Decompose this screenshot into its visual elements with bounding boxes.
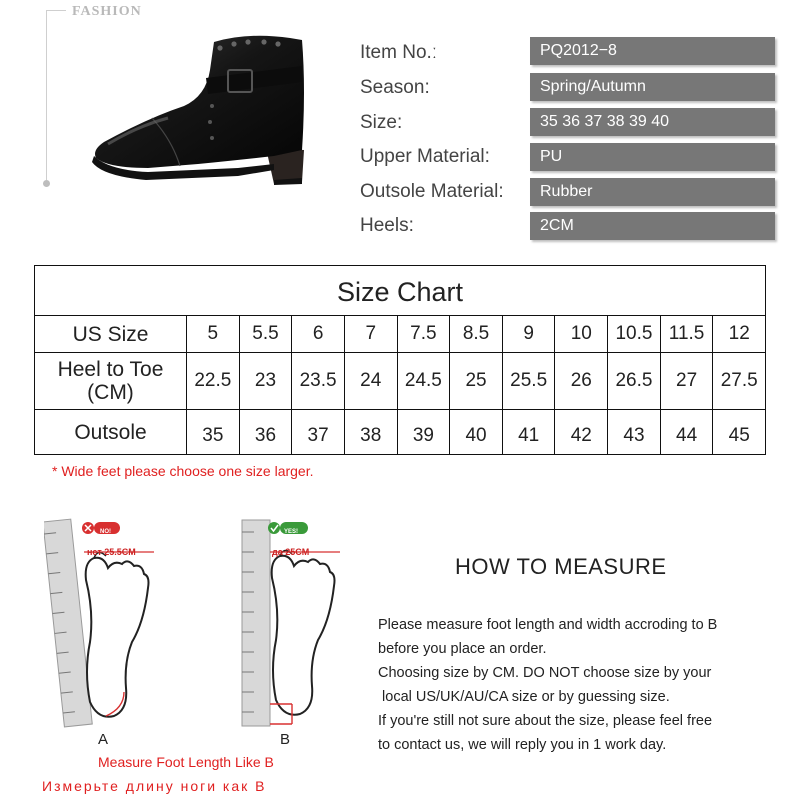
table-cell: 24.5 <box>398 353 451 409</box>
spec-label-season: Season: <box>360 77 430 98</box>
table-cell: 22.5 <box>187 353 240 409</box>
measure-caption: Measure Foot Length Like B <box>98 754 274 770</box>
how-to-line-3: Choosing size by CM. DO NOT choose size by your <box>378 665 712 681</box>
table-cell: 36 <box>240 410 293 455</box>
table-cell: 40 <box>450 410 503 455</box>
spec-value-season: Spring/Autumn <box>530 73 775 101</box>
spec-value-heels: 2CM <box>530 212 775 240</box>
how-to-line-2: before you place an order. <box>378 641 547 657</box>
figure-label-a: A <box>98 731 109 748</box>
table-cell: 44 <box>661 410 714 455</box>
wide-feet-note: * Wide feet please choose one size larger. <box>52 463 314 479</box>
how-to-line-4: local US/UK/AU/CA size or by guessing size. <box>378 689 670 705</box>
size-chart-title: Size Chart <box>35 266 765 316</box>
table-cell: 39 <box>398 410 451 455</box>
table-cell: 45 <box>728 425 750 446</box>
how-to-line-5: If you're still not sure about the size, please feel free <box>378 713 713 729</box>
table-cell: 35 <box>187 410 240 455</box>
table-cell: 11.5 <box>661 316 714 352</box>
ruler-label-a: нет 25.5CM <box>87 547 136 557</box>
table-cell: 42 <box>555 410 608 455</box>
brand-frame-dot <box>43 180 50 187</box>
spec-value-upper-material: PU <box>530 143 775 171</box>
table-cell: 41 <box>503 410 556 455</box>
table-cell: 24 <box>345 353 398 409</box>
row-cells-us-size <box>187 316 765 352</box>
spec-label-item-no: Item No.ː <box>360 42 438 63</box>
table-cell: 27.5 <box>720 370 758 391</box>
table-cell: 25 <box>450 353 503 409</box>
table-cell: 38 <box>345 410 398 455</box>
measure-caption-russian: Измерьте длину ноги как B <box>42 778 267 794</box>
row-cells-outsole <box>187 410 765 455</box>
spec-label-outsole-material: Outsole Material: <box>360 181 504 202</box>
table-cell: 5.5 <box>240 316 293 352</box>
table-row-heel-to-toe <box>35 353 765 410</box>
table-cell: 6 <box>292 316 345 352</box>
table-cell: 8.5 <box>450 316 503 352</box>
table-cell: 10.5 <box>608 316 661 352</box>
table-cell: 23.5 <box>292 353 345 409</box>
row-header-heel-to-toe: Heel to Toe (CM) <box>35 353 187 409</box>
spec-label-size: Size: <box>360 112 403 133</box>
table-cell: 37 <box>292 410 345 455</box>
table-cell: 26.5 <box>608 353 661 409</box>
table-cell: 12 <box>728 323 750 344</box>
spec-value-item-no: PQ2012−8 <box>530 37 775 65</box>
table-cell: 23 <box>240 353 293 409</box>
table-cell: 7.5 <box>398 316 451 352</box>
no-badge-text: NO! <box>100 529 111 535</box>
table-cell: 26 <box>555 353 608 409</box>
table-cell: 10 <box>555 316 608 352</box>
table-cell: 5 <box>187 316 240 352</box>
table-cell: 27 <box>661 353 714 409</box>
table-row-outsole <box>35 410 765 455</box>
table-cell: 43 <box>608 410 661 455</box>
brand-frame-line-top <box>46 10 66 11</box>
ankle-boot-image <box>88 30 323 190</box>
table-row-us-size <box>35 316 765 353</box>
row-header-us-size: US Size <box>35 316 187 352</box>
row-header-outsole: Outsole <box>35 410 187 455</box>
figure-label-b: B <box>280 731 291 748</box>
spec-value-size: 35 36 37 38 39 40 <box>530 108 775 136</box>
table-cell: 25.5 <box>503 353 556 409</box>
how-to-measure-title: HOW TO MEASURE <box>455 554 667 579</box>
brand-watermark: FASHION <box>72 4 142 19</box>
size-chart-table <box>34 265 766 455</box>
row-cells-heel-to-toe <box>187 353 765 409</box>
spec-label-upper-material: Upper Material: <box>360 146 490 167</box>
ruler-label-b: да 25CM <box>272 547 310 557</box>
spec-value-outsole-material: Rubber <box>530 178 775 206</box>
spec-label-heels: Heels: <box>360 215 414 236</box>
brand-frame-line <box>46 10 47 180</box>
yes-badge-text: YES! <box>284 529 299 535</box>
how-to-line-6: to contact us, we will reply you in 1 work day. <box>378 737 667 753</box>
table-cell: 9 <box>503 316 556 352</box>
how-to-line-1: Please measure foot length and width accroding to B <box>378 617 718 633</box>
table-cell: 7 <box>345 316 398 352</box>
